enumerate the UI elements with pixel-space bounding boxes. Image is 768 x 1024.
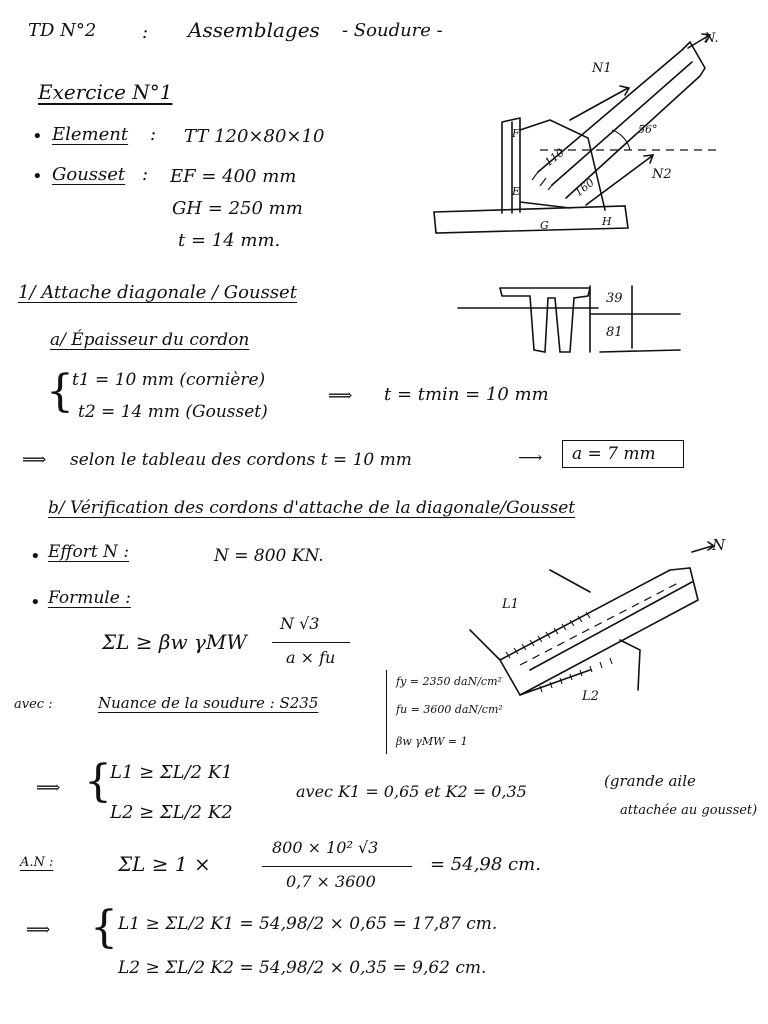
formula-lhs: ΣL ≥ βw γMW xyxy=(102,630,247,654)
bullet: • xyxy=(30,546,41,567)
dim-81: 81 xyxy=(606,325,623,340)
selon-tableau: selon le tableau des cordons t = 10 mm xyxy=(70,450,412,470)
brace: { xyxy=(84,756,112,807)
fig1-length-160: 160 xyxy=(572,175,597,200)
angle-section-diagram xyxy=(450,280,680,360)
weld-lines-diagram xyxy=(480,536,740,730)
fig1-label-n1: N1 xyxy=(592,61,612,76)
brace: { xyxy=(46,366,74,417)
effort-value: N = 800 KN. xyxy=(214,546,324,566)
bullet: • xyxy=(32,166,43,187)
element-colon: : xyxy=(150,124,157,145)
fig1-point-f: F xyxy=(512,127,520,140)
note-line2: attachée au gousset) xyxy=(620,803,758,818)
effort-label: Effort N : xyxy=(48,542,130,562)
thickness-t1: t1 = 10 mm (cornière) xyxy=(72,370,266,390)
td-number: TD N°2 xyxy=(28,20,97,41)
fig1-point-h: H xyxy=(602,215,612,228)
fig1-label-n2: N2 xyxy=(652,167,672,182)
avec-label: avec : xyxy=(14,697,53,712)
arrow: ⟹ xyxy=(328,386,353,406)
section1a-title: a/ Épaisseur du cordon xyxy=(50,330,250,350)
fig3-label-l2: L2 xyxy=(582,689,599,704)
note-line1: (grande aile xyxy=(604,772,696,790)
bracket-bar xyxy=(386,670,387,754)
gousset-ef: EF = 400 mm xyxy=(170,166,297,187)
gousset-colon: : xyxy=(142,164,149,185)
arrow: ⟹ xyxy=(26,920,51,940)
final-l1: L1 ≥ ΣL/2 K1 = 54,98/2 × 0,65 = 17,87 cm. xyxy=(118,914,498,934)
param-fy: fy = 2350 daN/cm² xyxy=(396,675,502,688)
an-label: A.N : xyxy=(20,855,54,870)
fig1-angle: 56° xyxy=(638,123,658,136)
section1-title: 1/ Attache diagonale / Gousset xyxy=(18,282,297,303)
bullet: • xyxy=(30,592,41,613)
arrow: ⟶ xyxy=(518,448,543,468)
split-l2: L2 ≥ ΣL/2 K2 xyxy=(110,802,233,823)
nuance-soudure: Nuance de la soudure : S235 xyxy=(98,694,319,712)
an-result: = 54,98 cm. xyxy=(430,854,541,875)
gousset-label: Gousset xyxy=(52,164,126,185)
section1b-title: b/ Vérification des cordons d'attache de la diagonale/Gousset xyxy=(48,498,576,518)
fig3-label-l1: L1 xyxy=(502,597,519,612)
final-l2: L2 ≥ ΣL/2 K2 = 54,98/2 × 0,35 = 9,62 cm. xyxy=(118,958,487,978)
formule-label: Formule : xyxy=(48,588,131,608)
fig1-point-g: G xyxy=(540,219,549,232)
formula-numerator: N √3 xyxy=(280,614,320,633)
avec-k: avec K1 = 0,65 et K2 = 0,35 xyxy=(296,782,527,801)
gousset-gh: GH = 250 mm xyxy=(172,198,303,219)
exercise-title: Exercice N°1 xyxy=(38,80,173,104)
fraction-bar xyxy=(272,642,350,643)
bullet: • xyxy=(32,126,43,147)
gusset-diagram xyxy=(420,30,760,245)
fraction-bar xyxy=(262,866,412,867)
split-l1: L1 ≥ ΣL/2 K1 xyxy=(110,762,233,783)
formula-denominator: a × fu xyxy=(286,648,336,667)
an-lhs: ΣL ≥ 1 × xyxy=(118,852,211,876)
fig1-length-110: 110 xyxy=(542,145,567,170)
dim-39: 39 xyxy=(606,291,623,306)
param-bw: βw γMW = 1 xyxy=(396,735,468,748)
header-colon: : xyxy=(142,22,149,43)
a-result: a = 7 mm xyxy=(572,444,656,464)
param-fu: fu = 3600 daN/cm² xyxy=(396,703,503,716)
arrow: ⟹ xyxy=(36,778,61,798)
fig3-label-n: N xyxy=(712,536,726,554)
header-subtopic: - Soudure - xyxy=(342,20,443,41)
fig1-label-n: N. xyxy=(704,31,719,46)
an-numerator: 800 × 10² √3 xyxy=(272,838,379,857)
element-value: TT 120×80×10 xyxy=(184,126,325,147)
thickness-t2: t2 = 14 mm (Gousset) xyxy=(78,402,268,422)
brace: { xyxy=(90,902,118,953)
arrow: ⟹ xyxy=(22,450,47,470)
gousset-t: t = 14 mm. xyxy=(178,230,281,251)
thickness-tmin: t = tmin = 10 mm xyxy=(384,384,549,405)
header-topic: Assemblages xyxy=(188,18,320,42)
an-denominator: 0,7 × 3600 xyxy=(286,872,376,891)
element-label: Element xyxy=(52,124,129,145)
fig1-point-e: E xyxy=(512,185,521,198)
